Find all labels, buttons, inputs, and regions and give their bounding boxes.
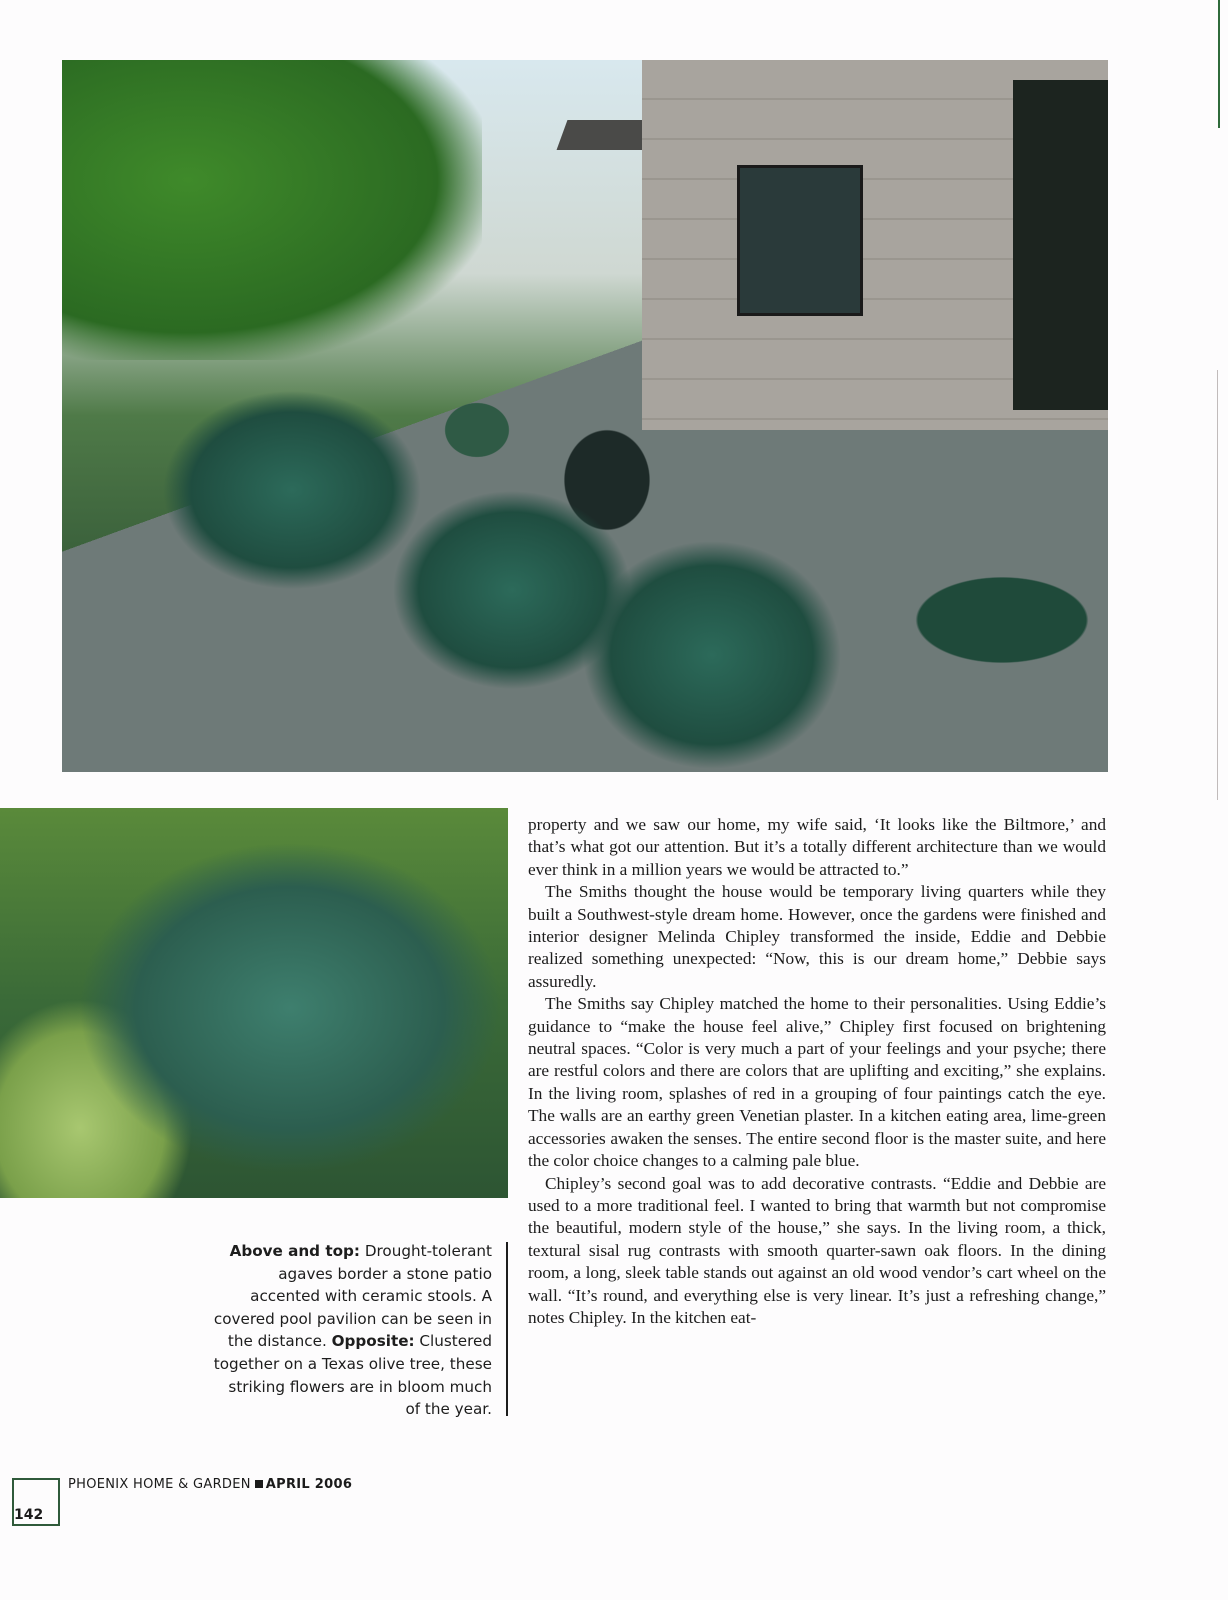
article-paragraph: The Smiths say Chipley matched the home to their personalities. Using Eddie’s guidance to “make the house feel alive,” Chipley first focused on brightening neutral spaces. “Color is very much a part of your feelings and your psyche; there are restful colors and there are colors that are uplifting and exciting,” she explains. In the living room, splashes of red in a grouping of four paintings catch the eye. The walls are an earthy green Venetian plaster. In a kitchen eating area, lime-green accessories awaken the senses. The entire second floor is the master suite, and here the color choice changes to a calming pale blue. xyxy=(528,994,1106,1171)
house-wall xyxy=(642,60,1108,430)
caption-rule xyxy=(506,1242,508,1416)
caption-text: Drought-tolerant agaves border a stone patio accented with ceramic stools. A covered pool pavilion can be seen in the distance. xyxy=(213,1242,492,1351)
folio-line xyxy=(68,1477,352,1492)
top-photo-patio xyxy=(62,60,1108,772)
page-edge-line xyxy=(1218,0,1220,128)
caption-text: Clustered together on a Texas olive tree, these striking flowers are in bloom much of the year. xyxy=(213,1332,492,1419)
article-body xyxy=(528,814,1106,1329)
tree-canopy xyxy=(62,60,482,360)
caption-lead: Above and top: xyxy=(229,1242,360,1260)
article-paragraph: The Smiths thought the house would be temporary living quarters while they built a Southwest-style dream home. However, once the gardens were finished and interior designer Melinda Chipley transformed the inside, Eddie and Debbie realized something unexpected: “Now, this is our dream home,” Debbie says assuredly. xyxy=(528,882,1106,991)
issue-date: APRIL 2006 xyxy=(265,1477,353,1492)
square-bullet-icon xyxy=(255,1480,263,1488)
publication-name: PHOENIX HOME & GARDEN xyxy=(68,1477,251,1492)
article-paragraph: property and we saw our home, my wife said, ‘It looks like the Biltmore,’ and that’s what got our attention. But it’s a totally different architecture than we would ever think in a million years we would be attracted to.” xyxy=(528,815,1106,879)
photo-caption xyxy=(212,1240,492,1421)
page-edge-line xyxy=(1217,370,1218,800)
agave-plant xyxy=(582,540,842,770)
bottom-photo-agaves xyxy=(0,808,508,1198)
house-door xyxy=(1013,80,1108,410)
house-window xyxy=(737,165,863,316)
agave-plant xyxy=(162,390,422,590)
caption-lead: Opposite: xyxy=(331,1332,415,1351)
page-number: 142 xyxy=(14,1507,44,1523)
article-paragraph: Chipley’s second goal was to add decorative contrasts. “Eddie and Debbie are used to a more traditional feel. I wanted to bring that warmth but not compromise the beautiful, modern style of the house,” she says. In the living room, a thick, textural sisal rug contrasts with smooth quarter-sawn oak floors. In the dining room, a long, sleek table stands out against an old wood vendor’s cart wheel on the wall. “It’s round, and everything else is very linear. It’s just a refreshing change,” notes Chipley. In the kitchen eat- xyxy=(528,1173,1106,1327)
